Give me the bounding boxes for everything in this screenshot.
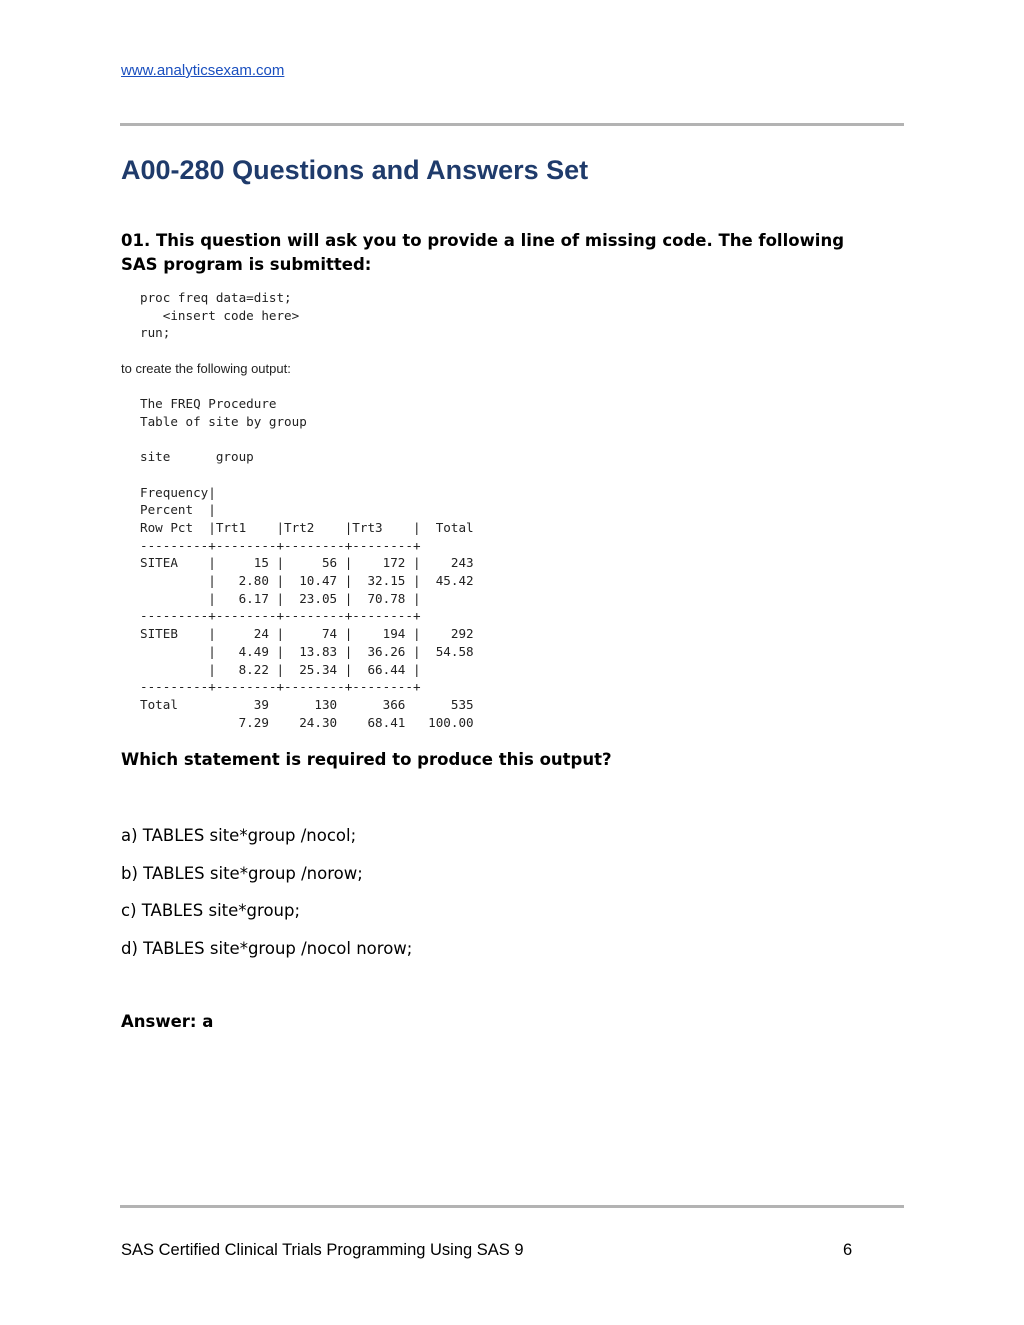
answer-text: Answer: a <box>121 1012 214 1031</box>
sas-program-code: proc freq data=dist; <insert code here> run; <box>140 290 300 341</box>
footer-divider <box>120 1205 904 1208</box>
question-text: 01. This question will ask you to provide a line of missing code. The following SAS program is submitted: <box>121 231 845 274</box>
question-prompt: Which statement is required to produce this output? <box>121 750 612 769</box>
option-d[interactable]: d) TABLES site*group /nocol norow; <box>121 938 413 958</box>
answer-options <box>121 824 412 974</box>
option-c[interactable]: c) TABLES site*group; <box>121 901 301 920</box>
site-url-link[interactable]: www.analyticsexam.com <box>121 62 285 79</box>
page-title: A00-280 Questions and Answers Set <box>121 155 589 185</box>
code-screenshot <box>121 284 541 739</box>
footer-text: SAS Certified Clinical Trials Programming Using SAS 9 <box>121 1241 524 1259</box>
option-a[interactable]: a) TABLES site*group /nocol; <box>121 826 357 845</box>
output-intro: to create the following output: <box>121 361 291 376</box>
option-b[interactable]: b) TABLES site*group /norow; <box>121 863 363 883</box>
header-divider <box>120 123 904 126</box>
freq-output: The FREQ Procedure Table of site by group site group Frequency| Percent | Row Pct |Trt1 |Trt2 |Trt3 | Total ---------+--------+--------+--------+ SITEA | 15 | 56 | 172 | 243 | 2.80 | 10.47 | 32.15 | 45.42 | 6.17 | 23.05 | 70.78 | ---------+--------+--------+--------+ SITEB | 24 | 74 | 194 | 292 | 4.49 | 13.83 | 36.26 | 54.58 | 8.22 | 25.34 | 66.44 | ---------+--------+--------+--------+ Total 39 130 366 535 7.29 24.30 68.41 100.00 <box>140 396 474 730</box>
page-number: 6 <box>843 1241 853 1259</box>
